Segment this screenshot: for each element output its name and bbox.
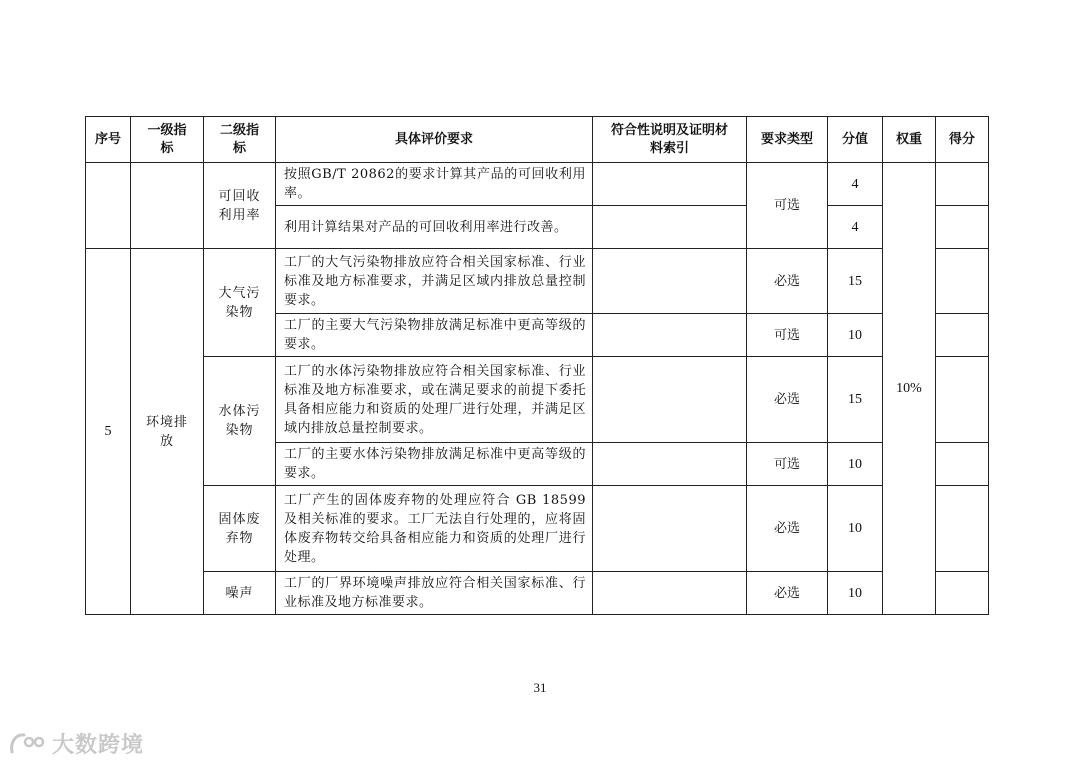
serial-number-cell: 5 bbox=[86, 249, 131, 615]
evidence-cell bbox=[593, 163, 747, 206]
table-header-row bbox=[86, 117, 989, 163]
score-cell: 10 bbox=[828, 443, 883, 486]
score-cell: 15 bbox=[828, 357, 883, 443]
requirement-cell: 利用计算结果对产品的可回收利用率进行改善。 bbox=[276, 206, 593, 249]
points-cell bbox=[936, 206, 989, 249]
header-cell: 得分 bbox=[936, 117, 989, 163]
type-cell: 必选 bbox=[747, 357, 828, 443]
subindicator-cell: 大气污 染物 bbox=[204, 249, 276, 357]
points-cell bbox=[936, 249, 989, 314]
table-row bbox=[86, 486, 989, 572]
requirement-cell: 工厂的水体污染物排放应符合相关国家标准、行业标准及地方标准要求，或在满足要求的前提下委托具备相应能力和资质的处理厂进行处理，并满足区域内排放总量控制要求。 bbox=[276, 357, 593, 443]
type-cell: 必选 bbox=[747, 486, 828, 572]
requirement-cell: 按照GB/T 20862的要求计算其产品的可回收利用率。 bbox=[276, 163, 593, 206]
requirement-cell: 工厂的主要大气污染物排放满足标准中更高等级的要求。 bbox=[276, 314, 593, 357]
header-cell: 二级指 标 bbox=[204, 117, 276, 163]
header-cell: 分值 bbox=[828, 117, 883, 163]
evidence-cell bbox=[593, 314, 747, 357]
page-number: 31 bbox=[533, 680, 547, 695]
table-row bbox=[86, 163, 989, 206]
header-cell: 序号 bbox=[86, 117, 131, 163]
type-cell: 必选 bbox=[747, 249, 828, 314]
header-cell: 具体评价要求 bbox=[276, 117, 593, 163]
type-cell: 可选 bbox=[747, 163, 828, 249]
evaluation-table bbox=[85, 116, 989, 615]
score-cell: 10 bbox=[828, 314, 883, 357]
watermark bbox=[8, 728, 144, 759]
header-cell: 符合性说明及证明材 料索引 bbox=[593, 117, 747, 163]
points-cell bbox=[936, 163, 989, 206]
points-cell bbox=[936, 572, 989, 615]
level1-indicator-cell: 环境排 放 bbox=[131, 249, 204, 615]
points-cell bbox=[936, 486, 989, 572]
level1-cell-empty bbox=[131, 163, 204, 249]
evidence-cell bbox=[593, 486, 747, 572]
brand-logo-icon bbox=[8, 730, 48, 758]
type-cell: 可选 bbox=[747, 314, 828, 357]
serial-cell-empty bbox=[86, 163, 131, 249]
requirement-cell: 工厂的大气污染物排放应符合相关国家标准、行业标准及地方标准要求，并满足区域内排放总量控制要求。 bbox=[276, 249, 593, 314]
evidence-cell bbox=[593, 249, 747, 314]
requirement-cell: 工厂产生的固体废弃物的处理应符合 GB 18599 及相关标准的要求。工厂无法自行处理的，应将固体废弃物转交给具备相应能力和资质的处理厂进行处理。 bbox=[276, 486, 593, 572]
score-cell: 10 bbox=[828, 572, 883, 615]
table-row bbox=[86, 357, 989, 443]
score-cell: 15 bbox=[828, 249, 883, 314]
weight-cell: 10% bbox=[883, 163, 936, 615]
points-cell bbox=[936, 357, 989, 443]
requirement-cell: 工厂的厂界环境噪声排放应符合相关国家标准、行业标准及地方标准要求。 bbox=[276, 572, 593, 615]
points-cell bbox=[936, 314, 989, 357]
evidence-cell bbox=[593, 443, 747, 486]
subindicator-cell: 可回收 利用率 bbox=[204, 163, 276, 249]
subindicator-cell: 水体污 染物 bbox=[204, 357, 276, 486]
score-cell: 4 bbox=[828, 206, 883, 249]
points-cell bbox=[936, 443, 989, 486]
subindicator-cell: 噪声 bbox=[204, 572, 276, 615]
type-cell: 可选 bbox=[747, 443, 828, 486]
evidence-cell bbox=[593, 357, 747, 443]
subindicator-cell: 固体废 弃物 bbox=[204, 486, 276, 572]
score-cell: 4 bbox=[828, 163, 883, 206]
table-row bbox=[86, 249, 989, 314]
type-cell: 必选 bbox=[747, 572, 828, 615]
requirement-cell: 工厂的主要水体污染物排放满足标准中更高等级的要求。 bbox=[276, 443, 593, 486]
header-cell: 要求类型 bbox=[747, 117, 828, 163]
header-cell: 一级指 标 bbox=[131, 117, 204, 163]
evidence-cell bbox=[593, 206, 747, 249]
table-row bbox=[86, 572, 989, 615]
watermark-text: 大数跨境 bbox=[52, 733, 145, 758]
header-cell: 权重 bbox=[883, 117, 936, 163]
evidence-cell bbox=[593, 572, 747, 615]
score-cell: 10 bbox=[828, 486, 883, 572]
